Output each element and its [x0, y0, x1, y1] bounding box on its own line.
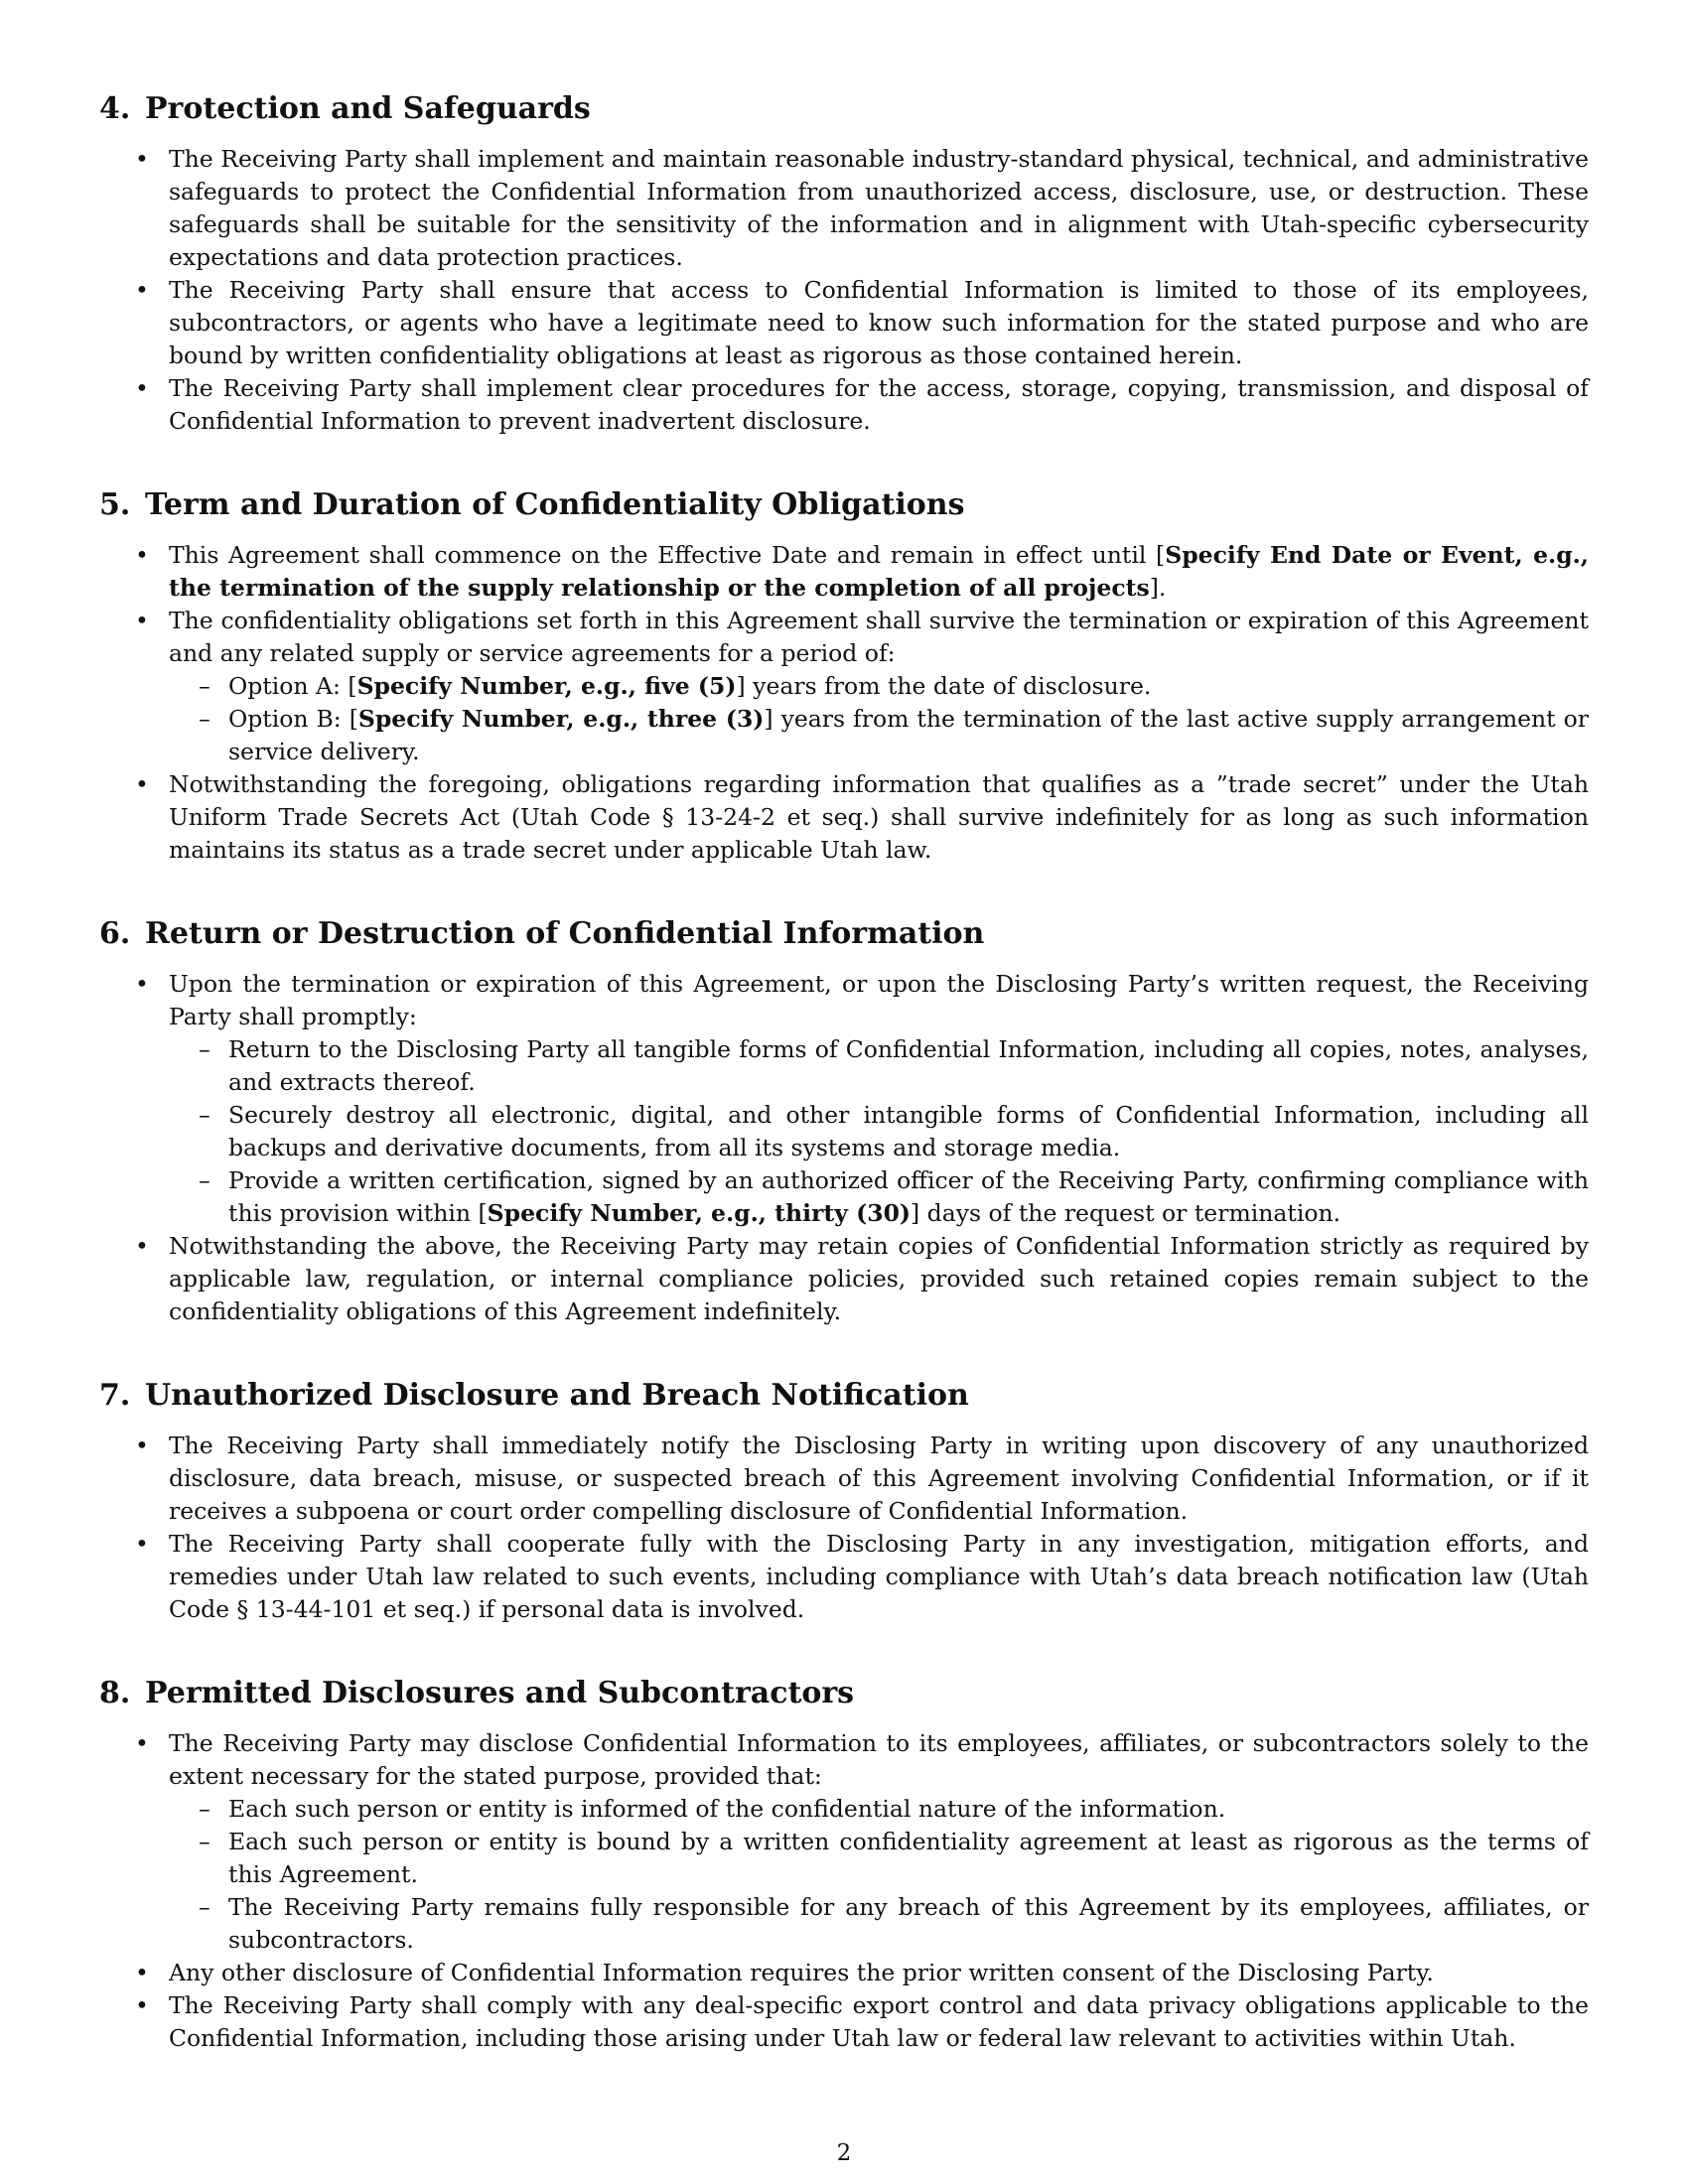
list-item: • Notwithstanding the foregoing, obligations regarding information that qualifies as a ”trade secret” under the Utah Uniform Trade Secrets Act (Utah Code § 13-24-2 et seq.) shall survive indefinitely for as long as such information maintains its status as a trade secret under applicable Utah law.: [99, 768, 1589, 867]
section-8: [99, 1674, 1589, 2055]
sub-list-item: – Provide a written certification, signed by an authorized officer of the Receiving Party, confirming compliance with this provision within [Specify Number, e.g., thirty (30)] days of the request or termination.: [169, 1164, 1589, 1230]
section-heading: 7. Unauthorized Disclosure and Breach Notification: [99, 1378, 969, 1413]
list-item: • The Receiving Party shall implement and maintain reasonable industry-standard physical, technical, and administrative safeguards to protect the Confidential Information from unauthorized access, disclosure, use, or destruction. These safeguards shall be suitable for the sensitivity of the information and in alignment with Utah-specific cybersecurity expectations and data protection practices.: [99, 143, 1589, 274]
bullet-list: [99, 539, 1589, 867]
placeholder-text: Specify Number, e.g., five (5): [356, 672, 737, 700]
sub-list-item: – The Receiving Party remains fully responsible for any breach of this Agreement by its employees, affiliates, or subcontractors.: [169, 1891, 1589, 1957]
document-page: [99, 89, 1589, 2103]
list-item: • The Receiving Party may disclose Confidential Information to its employees, affiliates, or subcontractors solely to the extent necessary for the stated purpose, provided that: – Each such person or entity is informed of the confidential nature of the information. – Each such person or entity is bound by a written confidentiality agreement at least as rigorous as the terms of this Agreement. – The Receiving Party remains fully responsible for any breach of this Agreement by its employees, affiliates, or subcontractors.: [99, 1727, 1589, 1957]
bullet-list: [99, 968, 1589, 1328]
bullet-list: [99, 1430, 1589, 1626]
section-4: [99, 89, 1589, 438]
list-item: • The Receiving Party shall implement clear procedures for the access, storage, copying, transmission, and disposal of Confidential Information to prevent inadvertent disclosure.: [99, 372, 1589, 438]
sub-list-item: – Each such person or entity is informed of the confidential nature of the information.: [169, 1793, 1589, 1826]
sub-list: [169, 670, 1589, 768]
page-number: 2: [836, 2140, 852, 2166]
sub-list-item: – Each such person or entity is bound by a written confidentiality agreement at least as rigorous as the terms of this Agreement.: [169, 1826, 1589, 1891]
list-item: • This Agreement shall commence on the Effective Date and remain in effect until [Specify End Date or Event, e.g., the termination of the supply relationship or the completion of all projects].: [99, 539, 1589, 605]
section-heading: 8. Permitted Disclosures and Subcontractors: [99, 1676, 855, 1710]
list-item: • The Receiving Party shall ensure that access to Confidential Information is limited to those of its employees, subcontractors, or agents who have a legitimate need to know such information for the stated purpose and who are bound by written confidentiality obligations at least as rigorous as those contained herein.: [99, 274, 1589, 372]
section-7: [99, 1376, 1589, 1626]
section-heading: 6. Return or Destruction of Confidential Information: [99, 916, 985, 951]
list-item: • The Receiving Party shall cooperate fully with the Disclosing Party in any investigation, mitigation efforts, and remedies under Utah law related to such events, including compliance with Utah’s data breach notification law (Utah Code § 13-44-101 et seq.) if personal data is involved.: [99, 1528, 1589, 1626]
list-item: • Notwithstanding the above, the Receiving Party may retain copies of Confidential Information strictly as required by applicable law, regulation, or internal compliance policies, provided such retained copies remain subject to the confidentiality obligations of this Agreement indefinitely.: [99, 1230, 1589, 1328]
list-item: • The Receiving Party shall immediately notify the Disclosing Party in writing upon discovery of any unauthorized disclosure, data breach, misuse, or suspected breach of this Agreement involving Confidential Information, or if it receives a subpoena or court order compelling disclosure of Confidential Information.: [99, 1430, 1589, 1528]
bullet-list: [99, 1727, 1589, 2055]
list-item: • Any other disclosure of Confidential Information requires the prior written consent of the Disclosing Party.: [99, 1957, 1589, 1989]
section-5: [99, 485, 1589, 867]
sub-list-item: – Option A: [Specify Number, e.g., five (5)] years from the date of disclosure.: [169, 670, 1589, 703]
list-item: • Upon the termination or expiration of this Agreement, or upon the Disclosing Party’s written request, the Receiving Party shall promptly: – Return to the Disclosing Party all tangible forms of Confidential Information, including all copies, notes, analyses, and extracts thereof. – Securely destroy all electronic, digital, and other intangible forms of Confidential Information, including all backups and derivative documents, from all its systems and storage media. – Provide a written certification, signed by an authorized officer of the Receiving Party, confirming compliance with this provision within [Specify Number, e.g., thirty (30)] days of the request or termination.: [99, 968, 1589, 1230]
placeholder-text: Specify Number, e.g., thirty (30): [487, 1199, 912, 1227]
sub-list: [169, 1793, 1589, 1957]
bullet-list: [99, 143, 1589, 438]
section-6: [99, 914, 1589, 1328]
sub-list: [169, 1033, 1589, 1230]
placeholder-text: Specify Number, e.g., three (3): [357, 705, 765, 733]
section-heading: 5. Term and Duration of Confidentiality Obligations: [99, 487, 965, 522]
section-heading: 4. Protection and Safeguards: [99, 91, 591, 126]
sub-list-item: – Securely destroy all electronic, digital, and other intangible forms of Confidential Information, including all backups and derivative documents, from all its systems and storage media.: [169, 1099, 1589, 1164]
list-item: • The confidentiality obligations set forth in this Agreement shall survive the termination or expiration of this Agreement and any related supply or service agreements for a period of: – Option A: [Specify Number, e.g., five (5)] years from the date of disclosure. – Option B: [Specify Number, e.g., three (3)] years from the termination of the last active supply arrangement or service delivery.: [99, 605, 1589, 768]
sub-list-item: – Return to the Disclosing Party all tangible forms of Confidential Information, including all copies, notes, analyses, and extracts thereof.: [169, 1033, 1589, 1099]
sub-list-item: – Option B: [Specify Number, e.g., three (3)] years from the termination of the last active supply arrangement or service delivery.: [169, 703, 1589, 768]
placeholder-text: Specify End Date or Event, e.g., the termination of the supply relationship or the completion of all projects: [169, 541, 1589, 602]
list-item: • The Receiving Party shall comply with any deal-specific export control and data privacy obligations applicable to the Confidential Information, including those arising under Utah law or federal law relevant to activities within Utah.: [99, 1989, 1589, 2055]
